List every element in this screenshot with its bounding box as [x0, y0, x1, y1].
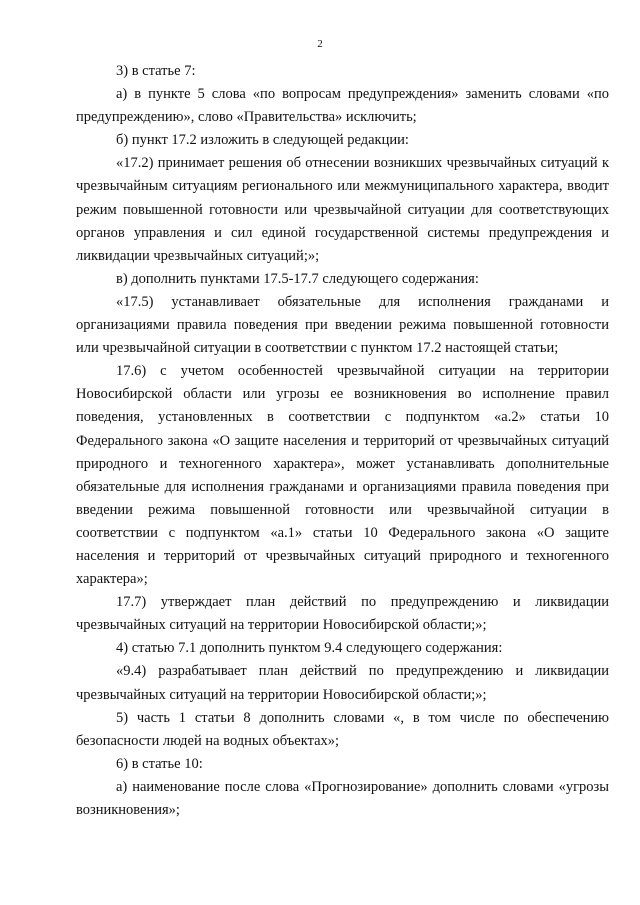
paragraph-article-7-header: 3) в статье 7:	[116, 63, 196, 79]
paragraph-17-6: 17.6) с учетом особенностей чрезвычайной ситуации на территории Новосибирской области или угрозы ее возникновения во исполнение правил поведения, установленных в соответствии с подпунктом «а.2» статьи 10 Федерального закона «О защите населения и территорий от чрезвычайных ситуаций природного и техногенного характера», может устанавливать дополнительные обязательные для исполнения гражданами и организациями правила поведения при введении режима повышенной готовности или чрезвычайной ситуации в соответствии с подпунктом «а.1» статьи 10 Федерального закона «О защите населения и территорий от чрезвычайных ситуаций природного и техногенного характера»;	[76, 363, 609, 588]
paragraph-article-10-header: 6) в статье 10:	[116, 755, 203, 772]
paragraph-7a: а) в пункте 5 слова «по вопросам предупреждения» заменить словами «по предупреждению», слово «Правительства» исключить;	[76, 86, 609, 126]
document-body	[76, 60, 609, 822]
paragraph-9-4: «9.4) разрабатывает план действий по предупреждению и ликвидации чрезвычайных ситуаций на территории Новосибирской области;»;	[76, 663, 609, 703]
paragraph-article-8: 5) часть 1 статьи 8 дополнить словами «, в том числе по обеспечению безопасности людей на водных объектах»;	[76, 709, 609, 749]
paragraph-10a: а) наименование после слова «Прогнозирование» дополнить словами «угрозы возникновения»;	[76, 778, 609, 818]
paragraph-17-5: «17.5) устанавливает обязательные для исполнения гражданами и организациями правила поведения при введении режима повышенной готовности или чрезвычайной ситуации в соответствии с пунктом 17.2 настоящей статьи;	[76, 293, 609, 357]
paragraph-7b: б) пункт 17.2 изложить в следующей редакции:	[116, 132, 409, 149]
paragraph-article-7-1: 4) статью 7.1 дополнить пунктом 9.4 следующего содержания:	[116, 640, 503, 657]
page-number: 2	[317, 38, 323, 50]
paragraph-17-7: 17.7) утверждает план действий по предупреждению и ликвидации чрезвычайных ситуаций на территории Новосибирской области;»;	[76, 594, 609, 634]
paragraph-7v: в) дополнить пунктами 17.5-17.7 следующего содержания:	[116, 270, 479, 287]
paragraph-17-2: «17.2) принимает решения об отнесении возникших чрезвычайных ситуаций к чрезвычайным ситуациям регионального или межмуниципального характера, вводит режим повышенной готовности или чрезвычайной ситуации для соответствующих органов управления и сил единой государственной системы предупреждения и ликвидации чрезвычайных ситуаций;»;	[76, 155, 609, 264]
